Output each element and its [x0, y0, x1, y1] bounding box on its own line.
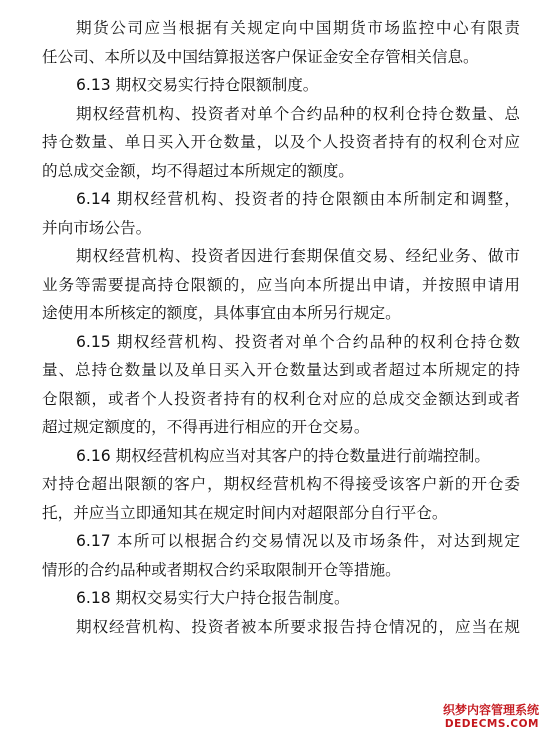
watermark-domain: DEDECMS.COM — [444, 718, 539, 730]
text-line: 的总成交金额，均不得超过本所规定的额度。 — [42, 161, 354, 180]
text-line: 对持仓超出限额的客户，期权经营机构不得接受该客户新的开仓委 — [42, 475, 520, 493]
text-line: 量、总持仓数量以及单日买入开仓数量达到或者超过本所规定的持 — [42, 361, 520, 379]
section-heading-6-17: 6.17 本所可以根据合约交易情况以及市场条件，对达到规定 — [76, 532, 520, 550]
text-line: 超过规定额度的，不得再进行相应的开仓交易。 — [42, 418, 370, 436]
text-line: 期权经营机构、投资者被本所要求报告持仓情况的，应当在规 — [76, 617, 520, 636]
text-line: 并向市场公告。 — [42, 218, 152, 237]
text-line: 期权经营机构、投资者因进行套期保值交易、经纪业务、做市 — [76, 247, 520, 265]
watermark-logo — [423, 703, 539, 733]
section-heading-6-13: 6.13 期权交易实行持仓限额制度。 — [76, 76, 319, 94]
section-heading-6-18: 6.18 期权交易实行大户持仓报告制度。 — [76, 589, 350, 607]
section-heading-6-16: 6.16 期权经营机构应当对其客户的持仓数量进行前端控制。 — [76, 446, 490, 465]
text-line: 持仓数量、单日买入开仓数量，以及个人投资者持有的权利仓对应 — [42, 133, 520, 151]
text-line: 仓限额，或者个人投资者持有的权利仓对应的总成交金额达到或者 — [42, 389, 520, 408]
section-heading-6-14: 6.14 期权经营机构、投资者的持仓限额由本所制定和调整， — [76, 190, 520, 208]
text-line: 期货公司应当根据有关规定向中国期货市场监控中心有限责 — [76, 19, 520, 37]
watermark-title: 织梦内容管理系统 — [442, 703, 539, 717]
text-line: 期权经营机构、投资者对单个合约品种的权利仓持仓数量、总 — [76, 104, 520, 123]
section-heading-6-15: 6.15 期权经营机构、投资者对单个合约品种的权利仓持仓数 — [76, 332, 520, 351]
text-line: 业务等需要提高持仓限额的，应当向本所提出申请，并按照申请用 — [42, 275, 520, 294]
text-line: 托，并应当立即通知其在规定时间内对超限部分自行平仓。 — [42, 503, 448, 522]
text-line: 任公司、本所以及中国结算报送客户保证金安全存管相关信息。 — [42, 47, 479, 66]
text-line: 途使用本所核定的额度，具体事宜由本所另行规定。 — [42, 304, 401, 322]
text-line: 情形的合约品种或者期权合约采取限制开仓等措施。 — [42, 560, 401, 579]
